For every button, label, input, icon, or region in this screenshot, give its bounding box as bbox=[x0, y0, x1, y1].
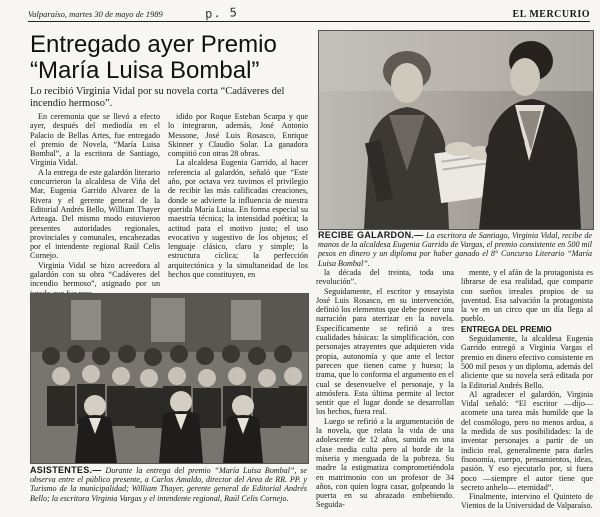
attendees-photo-caption bbox=[30, 466, 307, 503]
caption-text: La escritora de Santiago, Virginia Vidal, recibe de manos de la alcaldesa Eugenia Garrido de Vargas, el premio consistente en 500 mil pesos en dinero y un diploma por haber ganado el 8° Concurso Literario “María Luisa Bombal”. bbox=[318, 231, 593, 268]
paragraph: Finalmente, intervino el Quinteto de Vientos de la Universidad de Valparaíso. bbox=[461, 492, 593, 511]
paragraph: Seguidamente, la alcaldesa Eugenia Garrido entregó a Virginia Vargas el premio en dinero efectivo consistente en 500 mil pesos y un diploma, además del aliciente que su novela será editada por la Editorial Andrés Bello. bbox=[461, 334, 593, 390]
column-3 bbox=[316, 268, 454, 510]
paragraph: A la entrega de este galardón literario concurrieron la alcaldesa de Viña del Mar, Eugenia Garrido Alvarez de la Rivera y el gerente general de la Editorial Andrés Bello, William Thayer Arteaga. Del mismo modo estuvieron presentes autoridades regionales, provinciales y comunales, encabezadas por el intendente regional Raúl Celis Cornejo. bbox=[30, 167, 160, 261]
column-2 bbox=[168, 112, 308, 279]
column-4 bbox=[461, 268, 593, 511]
paragraph: Seguidamente, el escritor y ensayista José Luis Rosasco, en su intervención, definió los elementos que debe poseer una narración para aterrizar en la novela. Específicamente se refirió a tres cualidades básicas: la simplificación, con personajes atrayentes que adquieren vida propia, autonomía y que ante el lector parecen que tienen carne y hueso; la trama, que lo conforma el argumento en el cual se desenvuelve el personaje, y la atmósfera. Esta última permite al lector sentir que el lugar donde se desarrollan los hechos, fuera real. bbox=[316, 286, 454, 417]
paragraph: Luego se refirió a la argumentación de la novela, que relata la vida de una adolescente de 12 años, sumida en una clase media culta pero al borde de la miseria y menguada de la pobreza. Su madre la estigmatiza comprometiéndola en matrimonio con un profesor de 34 años, con quien logra casar, golpeando la puerta en su abrazado embebiendo. Seguida- bbox=[316, 416, 454, 510]
headline bbox=[30, 32, 310, 84]
margin-archive-code bbox=[3, 40, 17, 150]
headline-line-2: “María Luisa Bombal” bbox=[30, 57, 260, 84]
paragraph: mente, y el afán de la protagonista es librarse de esa realidad, que comparte con sueños irreales propios de su juventud. Esa salvación la protagonista la ve en un circo que un día llega al pueblo. bbox=[461, 268, 593, 324]
newspaper-name: EL MERCURIO bbox=[512, 9, 590, 20]
paragraph: En ceremonia que se llevó a efecto ayer, después del mediodía en el Palacio de Bellas Artes, fue entregado el premio de Novela, “María Luisa Bombal”, a la escritora de Santiago, Virginia Vidal. bbox=[30, 112, 160, 168]
caption-text: Durante la entrega del premio “María Luisa Bombal”, se observa entre el público presente, a Carlos Amaldo, director del Area de RR. PP. y Turismo de la municipalidad; William Thayer, gerente general de Editorial Andrés Bello; la escritora Virginia Vargas y el intendente regional, Raúl Celis Cornejo. bbox=[30, 466, 307, 503]
paragraph: idido por Roque Esteban Scarpa y que lo integraron, además, José Antonio Messone, José Luis Rosasco, Enrique Skinner y Claudio Solar. La ganadora compitió con otras 28 obras. bbox=[168, 112, 308, 159]
paragraph: Virginia Vidal se hizo acreedora al galardón con su obra “Cadáveres del incendio hermoso”, asignado por un bbox=[30, 260, 160, 289]
handwritten-page-number: p. 5 bbox=[204, 5, 239, 21]
deck: Lo recibió Virginia Vidal por su novela corta “Cadáveres del incendio hermoso”. bbox=[30, 86, 285, 109]
column-1 bbox=[30, 112, 160, 298]
subheading: ENTREGA DEL PREMIO bbox=[461, 324, 552, 334]
award-photo bbox=[318, 30, 594, 230]
paragraph: la década del treinta, toda una revolución”. bbox=[316, 268, 454, 287]
headline-line-1: Entregado ayer Premio bbox=[30, 31, 277, 58]
paragraph: Al agradecer el galardón, Virginia Vidal señaló: “El escritor —dijo— acomete una tarea más humilde que la del cosmólogo, pero no menos ardua, a la medida de sus posibilidades: la de inventar personajes a partir de un indicio real, generalmente para darles fisonomía, cuerpo, pensamientos, ideas, pasión. Y eso ejecutarlo por, si fuera poco —siempre el autor tiene que secreto anhelo— eternidad”. bbox=[461, 389, 593, 492]
caption-title: RECIBE GALARDON.— bbox=[318, 230, 424, 240]
award-photo-caption bbox=[318, 231, 592, 268]
caption-title: ASISTENTES.— bbox=[30, 465, 102, 475]
attendees-photo bbox=[30, 293, 309, 464]
header-rule bbox=[28, 21, 590, 22]
page-header bbox=[28, 5, 590, 21]
location-date: Valparaíso, martes 30 de mayo de 1989 bbox=[28, 9, 163, 19]
paragraph: La alcaldesa Eugenia Garrido, al hacer referencia al galardón, señaló que “Este año, por octava vez tuvimos el privilegio de recibir las más calificadas creaciones, donde se advierte la influencia de nuestra querida María Luisa. En forma especial su maestría técnica; la intensidad poética; la actitud para el motivo justo; el uso evocativo y sugestivo de los objetos; el lenguaje clásico, claro y simple; la estructura cíclica; la perfección arquitectónica y la simultaneidad de los hechos que constituyen, en bbox=[168, 158, 308, 280]
award-photo-image bbox=[319, 31, 593, 229]
attendees-photo-image bbox=[31, 294, 308, 463]
